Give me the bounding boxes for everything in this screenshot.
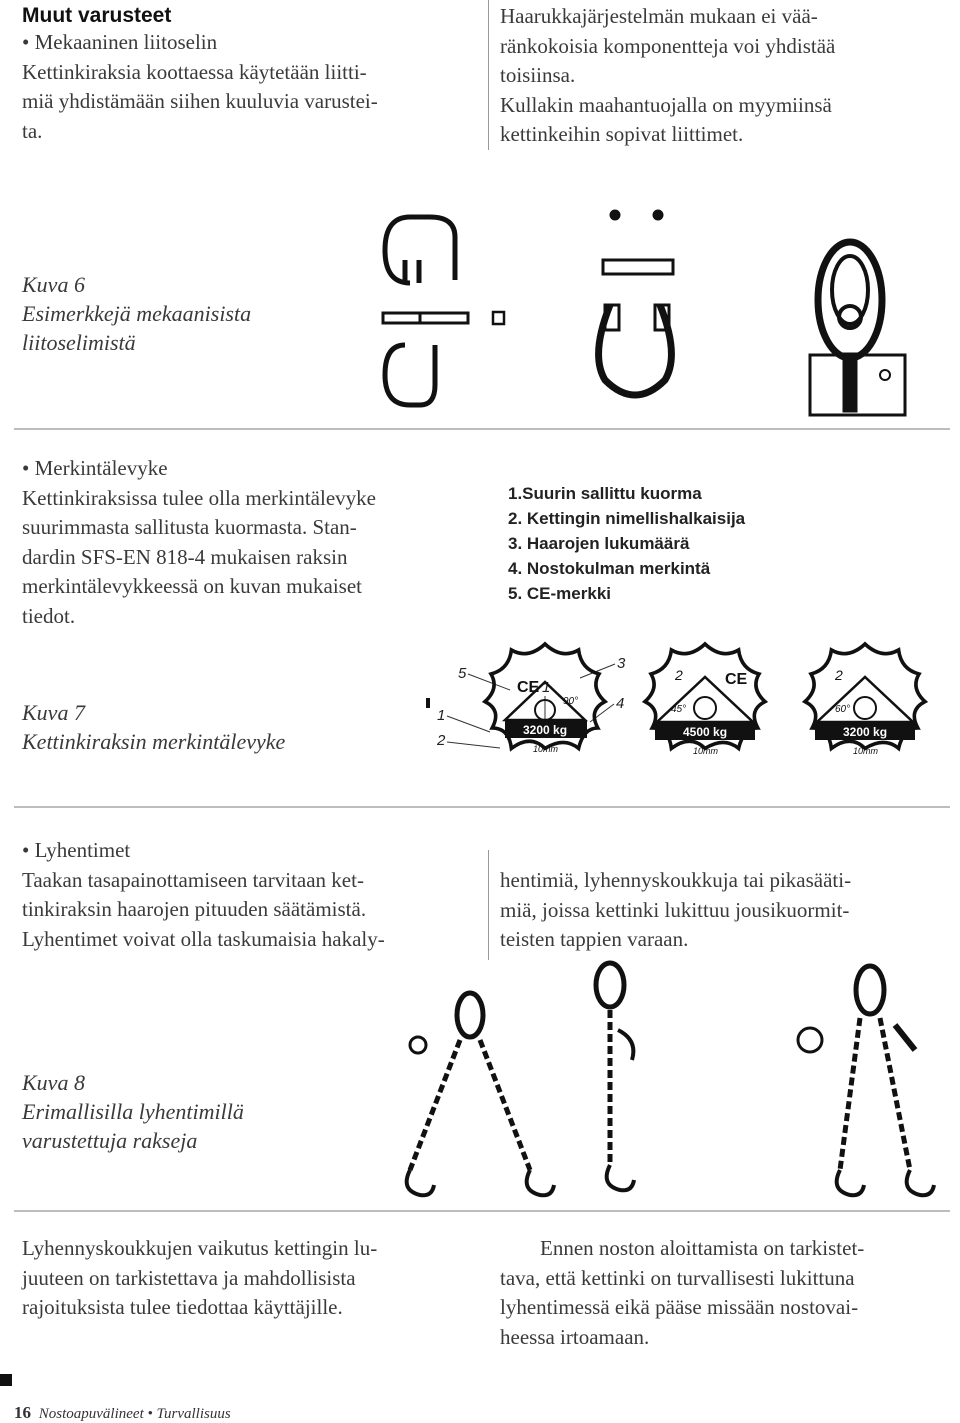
text-line: rajoituksista tulee tiedottaa käyttäjille. <box>22 1295 343 1319</box>
caption-line: Kuva 8 <box>22 1070 85 1095</box>
text-line: dardin SFS-EN 818-4 mukaisen raksin <box>22 544 348 569</box>
text-line: • Merkintälevyke <box>22 456 168 480</box>
swivel-ring-icon <box>810 242 905 415</box>
callout-label: 3 <box>617 655 626 672</box>
paragraph-lyhentimet-right <box>500 866 851 955</box>
column-divider <box>488 0 489 150</box>
text-line: heessa irtoamaan. <box>500 1324 650 1349</box>
plate-angle: 60° <box>835 704 851 715</box>
text-line: kettinkeihin sopivat liittimet. <box>500 122 744 146</box>
plate-angle: 45° <box>671 704 687 715</box>
caption-line: Kettinkiraksin merkintälevyke <box>22 729 286 754</box>
two-leg-sling-icon <box>407 993 554 1195</box>
shackle-icon <box>599 212 673 395</box>
text-line: Kullakin maahantuojalla on myymiinsä <box>500 92 832 117</box>
text-line: • Lyhentimet <box>22 838 131 862</box>
plate-angle: 90° <box>563 696 579 707</box>
marking-plate-2 <box>645 644 765 756</box>
connector-link-icon <box>383 217 504 405</box>
paragraph-lyhentimet-left <box>22 836 385 954</box>
text-line: Lyhennyskoukkujen vaikutus kettingin lu- <box>22 1236 378 1260</box>
plate-chain-size: 10mm <box>853 746 879 756</box>
section-rule <box>14 1210 950 1212</box>
caption-line: Erimallisilla lyhentimillä <box>22 1099 244 1124</box>
caption-line: Esimerkkejä mekaanisista <box>22 301 252 326</box>
list-item: 3. Haarojen lukumäärä <box>508 534 690 553</box>
text-line: ränkokoisia komponentteja voi yhdistää <box>500 33 836 58</box>
plate-legs: 2 <box>835 667 843 683</box>
paragraph-haarukka <box>500 2 835 150</box>
plate-load: 3200 kg <box>523 723 568 737</box>
text-line: tiedot. <box>22 603 76 628</box>
plate-load: 3200 kg <box>843 725 888 739</box>
text-line: tava, että kettinki on turvallisesti lukittuna <box>500 1265 855 1290</box>
callout-label: 1 <box>437 707 446 724</box>
column-divider <box>488 850 489 960</box>
text-line: teisten tappien varaan. <box>500 927 689 951</box>
figure-7-illustration <box>420 650 940 795</box>
caption-line: Kuva 6 <box>22 272 85 297</box>
callout-label: 5 <box>458 665 467 682</box>
ce-mark: CE <box>517 679 540 696</box>
plate-chain-size: 10mm <box>693 746 719 756</box>
text-line: Kettinkiraksia koottaessa käytetään liitti- <box>22 59 367 84</box>
text-line: Kettinkiraksissa tulee olla merkintälevyke <box>22 485 376 510</box>
callout-label: 1 <box>542 679 551 696</box>
paragraph-ennen-nostoa <box>500 1234 864 1352</box>
figure-6-caption <box>22 270 251 357</box>
text-line: miä, joissa kettinki lukittuu jousikuormit- <box>500 897 850 922</box>
two-leg-sling-shortener-icon <box>798 966 934 1195</box>
text-line: hentimiä, lyhennyskoukkuja tai pikasääti- <box>500 868 852 892</box>
text-line: • Mekaaninen liitoselin <box>22 30 218 54</box>
text-line: toisiinsa. <box>500 63 576 87</box>
plate-legs: 2 <box>675 667 683 683</box>
text-line: suurimmasta sallitusta kuormasta. Stan- <box>22 515 357 539</box>
callout-label: 2 <box>437 732 446 749</box>
figure-8-caption <box>22 1068 244 1155</box>
text-line: lyhentimessä eikä pääse missään nostovai- <box>500 1295 859 1319</box>
text-line: Lyhentimet voivat olla taskumaisia hakaly- <box>22 926 385 951</box>
page-number: 16 <box>14 1403 31 1422</box>
figure-7-caption <box>22 698 285 756</box>
text-line: miä yhdistämään siihen kuuluvia varustei- <box>22 89 378 113</box>
section-heading: Muut varusteet <box>22 4 172 27</box>
list-item: 4. Nostokulman merkintä <box>508 559 711 578</box>
caption-line: liitoselimistä <box>22 330 136 355</box>
figure-6-illustration <box>375 205 920 420</box>
paragraph-lyhennyskoukut <box>22 1234 377 1323</box>
plate-chain-size: 10mm <box>533 744 559 754</box>
marking-plate-3 <box>805 644 925 756</box>
text-line: Haarukkajärjestelmän mukaan ei vää- <box>500 4 818 28</box>
section-muut-varusteet <box>22 4 378 146</box>
callout-label: 4 <box>616 695 625 712</box>
footer-marker <box>0 1374 12 1386</box>
footer-title: Nostoapuvälineet • Turvallisuus <box>38 1406 231 1422</box>
single-leg-sling-icon <box>596 963 634 1190</box>
plate-load: 4500 kg <box>683 725 728 739</box>
plate-contents-list <box>508 481 745 606</box>
caption-line: Kuva 7 <box>22 700 85 725</box>
ce-mark: CE <box>725 671 748 688</box>
text-line: Ennen noston aloittamista on tarkistet- <box>540 1236 865 1260</box>
text-line: juuteen on tarkistettava ja mahdollisista <box>22 1265 356 1290</box>
marking-plate-1 <box>485 644 605 754</box>
text-line: tinkiraksin haarojen pituuden säätämistä. <box>22 897 367 921</box>
list-item: 1.Suurin sallittu kuorma <box>508 484 702 503</box>
text-line: merkintälevykkeessä on kuvan mukaiset <box>22 574 362 598</box>
caption-line: varustettuja rakseja <box>22 1128 198 1153</box>
paragraph-liitoselin <box>22 28 378 146</box>
figure-8-illustration <box>390 960 950 1200</box>
text-line: ta. <box>22 118 43 143</box>
list-item: 2. Kettingin nimellishalkaisija <box>508 509 746 528</box>
paragraph-merkintalevyke <box>22 454 376 631</box>
section-rule <box>14 806 950 808</box>
list-item: 5. CE-merkki <box>508 584 611 603</box>
text-line: Taakan tasapainottamiseen tarvitaan ket- <box>22 867 364 892</box>
page-footer <box>14 1403 231 1423</box>
section-rule <box>14 428 950 430</box>
